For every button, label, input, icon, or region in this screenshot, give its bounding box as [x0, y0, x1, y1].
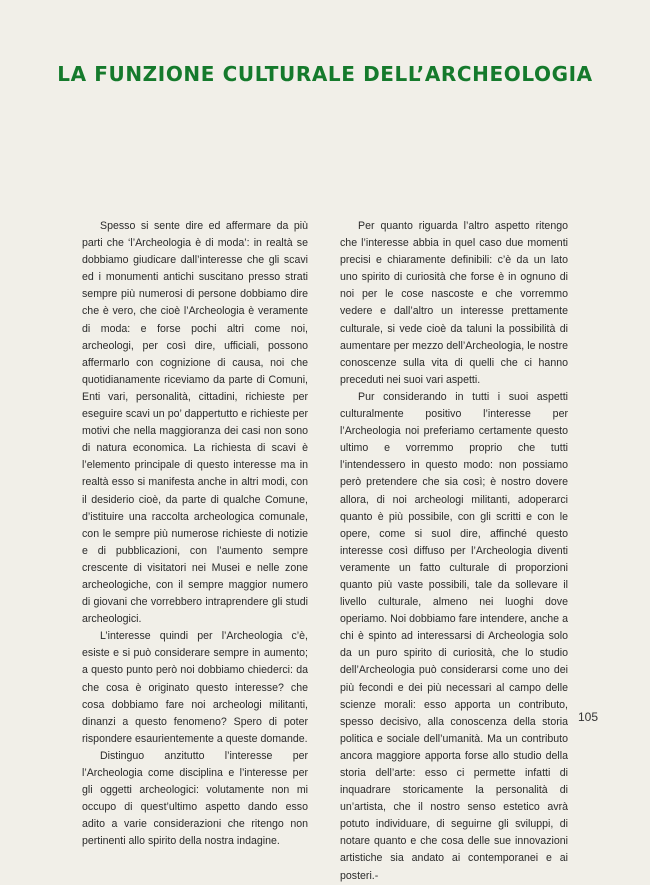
- paragraph: L’interesse quindi per l’Archeologia c’è, esiste e si può considerare sempre in aumento; a questo punto però noi dobbiamo chiederci: da che cosa è originato questo interesse? che cosa dobbiamo fare noi archeologi militanti, dinanzi a questo fenomeno? Spero di poter rispondere esaurientemente a queste domande.: [82, 630, 308, 745]
- paragraph: Spesso si sente dire ed affermare da più parti che ‘l’Archeologia è di moda’: in realtà se dobbiamo giudicare dall’interesse che gli scavi ed i monumenti antichi suscitano presso strati sempre più numerosi di persone dobbiamo dire che è vero, che cioè l’Archeologia è veramente di moda: e forse pochi altri come noi, archeologi, per così dire, ufficiali, possono affermarlo con cognizione di causa, noi che quotidianamente riceviamo da parte di Comuni, Enti vari, personalità, cittadini, richieste per eseguire scavi un po’ dappertutto e richieste per motivi che nella maggioranza dei casi non sono di natura economica. La richiesta di scavi è l’elemento principale di questo interesse ma in realtà esso si manifesta anche in altri modi, con il desiderio cioè, da parte di qualche Comune, d’istituire una raccolta archeologica comunale, con le sempre più numerose richieste di notizie e di pubblicazioni, con l’aumento sempre crescente di visitatori nei Musei e nelle zone archeologiche, con il sempre maggior numero di giovani che vorrebbero intraprendere gli studi archeologici.: [82, 220, 308, 626]
- page-title: LA FUNZIONE CULTURALE DELL’ARCHEOLOGIA: [57, 62, 593, 86]
- page-number: 105: [577, 710, 598, 724]
- text-column-left: [82, 218, 308, 850]
- paragraph: Per quanto riguarda l’altro aspetto ritengo che l’interesse abbia in quel caso due momenti precisi e chiaramente definibili: c’è da un lato uno spirito di curiosità che forse è in ognuno di noi per le cose nascoste e che vorremmo vedere e dall’altro un interesse prettamente culturale, si vede cioè da taluni la possibilità di aumentare per mezzo dell’Archeologia, le nostre conoscenze sulla vita di quelli che ci hanno preceduti nei suoi vari aspetti.: [340, 220, 568, 386]
- text-column-right: [340, 218, 568, 885]
- paragraph: Pur considerando in tutti i suoi aspetti culturalmente positivo l’interesse per l’Archeologia noi preferiamo certamente questo ultimo e vorremmo proprio che tutti l’intendessero in questo modo: non possiamo però pretendere che sia così; è nostro dovere allora, di noi archeologi militanti, adoperarci quanto è più possibile, con gli scritti e con le opere, come si suol dire, affinché questo interesse così diffuso per l’Archeologia diventi veramente un fatto culturale di proporzioni quanto più vaste possibili, tale da sollevare il livello culturale, almeno nei luoghi dove operiamo. Noi dobbiamo fare intendere, anche a chi è spinto ad interessarsi di Archeologia solo da un puro spirito di curiosità, che lo studio dell’Archeologia può considerarsi come uno dei più fecondi e dei più necessari al campo delle scienze morali: esso apporta un contributo, spesso decisivo, alla conoscenza della storia politica e sociale dell’umanità. Ma un contributo ancora maggiore apporta forse allo studio della storia dell’arte: esso ci permette infatti di inquadrare storicamente la personalità di un’artista, che il nostro senso estetico avrà potuto individuare, di seguirne gli sviluppi, di notare quanto e che cosa delle sue innovazioni artistiche sia andato ai contemporanei e ai posteri.-: [340, 390, 568, 882]
- paragraph: Distinguo anzitutto l’interesse per l’Archeologia come disciplina e l’interesse per gli oggetti archeologici: volutamente non mi occupo di quest’ultimo aspetto dando esso adito a varie considerazioni che ritengo non pertinenti allo spirito della nostra indagine.: [82, 749, 308, 848]
